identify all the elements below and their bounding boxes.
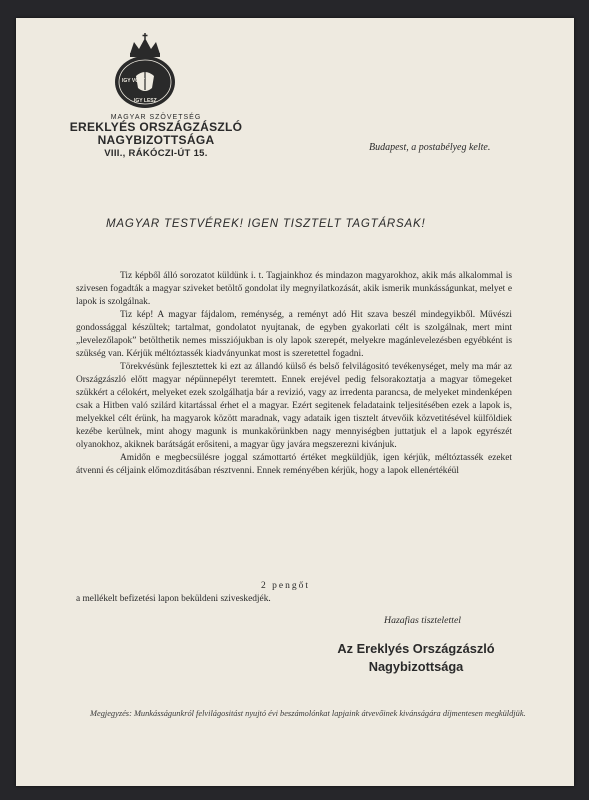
place-date: Budapest, a postabélyeg kelte. xyxy=(369,142,491,153)
org-address: VIII., RÁKÓCZI-ÚT 15. xyxy=(104,148,208,159)
letter-body xyxy=(76,270,512,478)
signature-line-1: Az Ereklyés Országzászló xyxy=(337,641,495,656)
org-line-2: EREKLYÉS ORSZÁGZÁSZLÓ xyxy=(69,120,243,134)
paragraph: Tiz képből álló sorozatot küldünk i. t. Tagjainkhoz és mindazon magyarokhoz, akik más alkalommal is szivesen fogadták a magyar sziveket betöltő gondolat ily megnyilatkozását, akik ismerik munkásságunkat, melyet e lapok is szolgálnak. xyxy=(76,271,512,307)
paragraph: Törekvésünk fejlesztettek ki ezt az állandó külső és belső felvilágositó tevékenységet, mely ma már az Országzászló előtt magyar népünnepélyt teremtett. Ennek erejével pedig felsorakoztatja a magyar tömegeket szükkért a célokért, melyeket ezek szolgálhatja bár a revizió, vagy az irredenta parancsa, de melyeket mindenképen csak a Hitben való szilárd kitartással érhet el a magyar. Ezért segitenek feladataink teljesitésében ezek a lapok is, melyekkel célt érünk, ha magyarok között maradnak, vagy adataik igen tisztelt átvevőik közvetitésével külföldiek kezébe kerülnek, mint ahogy magunk is munkakörünkben nagy mennyiségben juttatjuk el a lapok egyrészét olyanokhoz, akiknek barátságát erősiteni, a magyar ügy javára megszerezni kivánjuk. xyxy=(76,362,512,450)
organization-header xyxy=(46,114,266,159)
svg-text:IGY VOLT: IGY VOLT xyxy=(122,78,145,84)
closing-greeting: Hazafias tisztelettel xyxy=(384,615,462,626)
signature xyxy=(316,640,516,676)
crest-emblem-icon xyxy=(108,32,182,112)
fee-amount: 2 pengőt xyxy=(261,581,310,591)
footnote: Megjegyzés: Munkásságunkról felvilágositást nyujtó évi beszámolónkat lapjaink átvevőinek kivánságára díjmentesen megküldjük. xyxy=(90,709,526,718)
paragraph: Amidőn e megbecsülésre joggal számottartó értéket megküldjük, igen kérjük, méltóztassék ezeket átvenni és céljaink előmozditásában résztvenni. Ennek reményében kérjük, hogy a lapok ellenértékéül xyxy=(76,453,512,476)
org-line-1: MAGYAR SZÖVETSÉG xyxy=(110,114,202,121)
org-line-3: NAGYBIZOTTSÁGA xyxy=(97,133,215,147)
letter-page xyxy=(16,18,574,786)
svg-text:IGY LESZ: IGY LESZ xyxy=(134,98,157,104)
salutation: MAGYAR TESTVÉREK! IGEN TISZTELT TAGTÁRSAK! xyxy=(106,218,426,230)
signature-line-2: Nagybizottsága xyxy=(368,659,464,674)
fee-instruction: a mellékelt befizetési lapon beküldeni sziveskedjék. xyxy=(76,594,271,604)
paragraph: Tiz kép! A magyar fájdalom, reménység, a reményt adó Hit szava beszél mindegyikből. Művészi gondossággal készültek; tartalmat, gondolatot nyujtanak, de egyben gyakorlati célt is szolgálnak, mert mint „levelezőlapok” betölthetik nemes missziójukban is oly lapok szerepét, melyekre magánlevelezésben egyébként is szükség van. Kérjük méltóztassék kiadványunkat most is szeretettel fogadni. xyxy=(76,310,512,359)
